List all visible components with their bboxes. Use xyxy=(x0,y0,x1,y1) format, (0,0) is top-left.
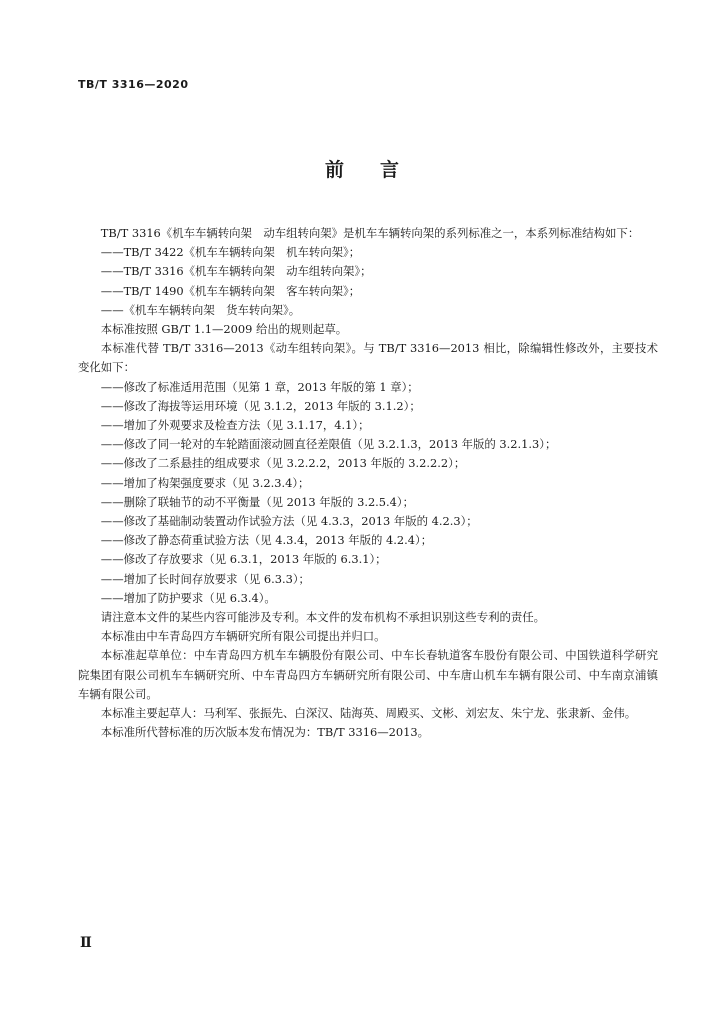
change-item: ——修改了静态荷重试验方法（见 4.3.4，2013 年版的 4.2.4）； xyxy=(100,533,433,548)
title-char-1: 前 xyxy=(324,159,344,181)
change-item: ——删除了联轴节的动不平衡量（见 2013 年版的 3.2.5.4）； xyxy=(100,494,415,509)
change-item: ——修改了基础制动装置动作试验方法（见 4.3.3，2013 年版的 4.2.3）； xyxy=(100,514,478,529)
proposer-paragraph: 本标准由中车青岛四方车辆研究所有限公司提出并归口。 xyxy=(100,629,386,644)
replacement-paragraph: 本标准代替 TB/T 3316—2013《动车组转向架》。与 TB/T 3316—2013 相比，除编辑性修改外，主要技术变化如下： xyxy=(78,341,658,375)
standard-code-header: TB/T 3316—2020 xyxy=(78,78,189,91)
series-item: ——TB/T 1490《机车车辆转向架 客车转向架》； xyxy=(100,283,361,298)
change-item: ——修改了海拔等运用环境（见 3.1.2，2013 年版的 3.1.2）； xyxy=(100,398,421,413)
history-paragraph: 本标准所代替标准的历次版本发布情况为：TB/T 3316—2013。 xyxy=(100,725,430,740)
title-char-2: 言 xyxy=(380,159,400,181)
change-item: ——增加了防护要求（见 6.3.4）。 xyxy=(100,590,276,605)
foreword-body xyxy=(78,224,658,742)
change-item: ——修改了二系悬挂的组成要求（见 3.2.2.2，2013 年版的 3.2.2.2）； xyxy=(100,456,466,471)
change-item: ——修改了存放要求（见 6.3.1，2013 年版的 6.3.1）； xyxy=(100,552,387,567)
drafters-paragraph: 本标准主要起草人：马利军、张振先、白深汉、陆海英、周殿买、文彬、刘宏友、朱宁龙、张隶新、金伟。 xyxy=(100,706,637,721)
page-title xyxy=(0,155,724,182)
page-number: Ⅱ xyxy=(80,935,92,951)
patent-notice-paragraph: 请注意本文件的某些内容可能涉及专利。本文件的发布机构不承担识别这些专利的责任。 xyxy=(100,610,546,625)
change-item: ——修改了同一轮对的车轮踏面滚动圆直径差限值（见 3.2.1.3，2013 年版的 3.2.1.3）； xyxy=(100,437,557,452)
drafting-rule-paragraph: 本标准按照 GB/T 1.1—2009 给出的规则起草。 xyxy=(100,322,348,337)
change-item: ——增加了长时间存放要求（见 6.3.3）； xyxy=(100,571,310,586)
series-item: ——TB/T 3422《机车车辆转向架 机车转向架》； xyxy=(100,245,361,260)
change-item: ——增加了外观要求及检查方法（见 3.1.17，4.1）； xyxy=(100,418,370,433)
change-item: ——增加了构架强度要求（见 3.2.3.4）； xyxy=(100,475,310,490)
change-item: ——修改了标准适用范围（见第 1 章，2013 年版的第 1 章）； xyxy=(100,379,419,394)
drafting-units-paragraph: 本标准起草单位：中车青岛四方机车车辆股份有限公司、中车长春轨道客车股份有限公司、中国铁道科学研究院集团有限公司机车车辆研究所、中车青岛四方车辆研究所有限公司、中车唐山机车车辆有限公司、中车南京浦镇车辆有限公司。 xyxy=(78,648,658,701)
intro-paragraph: TB/T 3316《机车车辆转向架 动车组转向架》是机车车辆转向架的系列标准之一，本系列标准结构如下： xyxy=(100,226,640,240)
series-item: ——TB/T 3316《机车车辆转向架 动车组转向架》； xyxy=(100,264,372,279)
series-item: ——《机车车辆转向架 货车转向架》。 xyxy=(100,302,301,317)
